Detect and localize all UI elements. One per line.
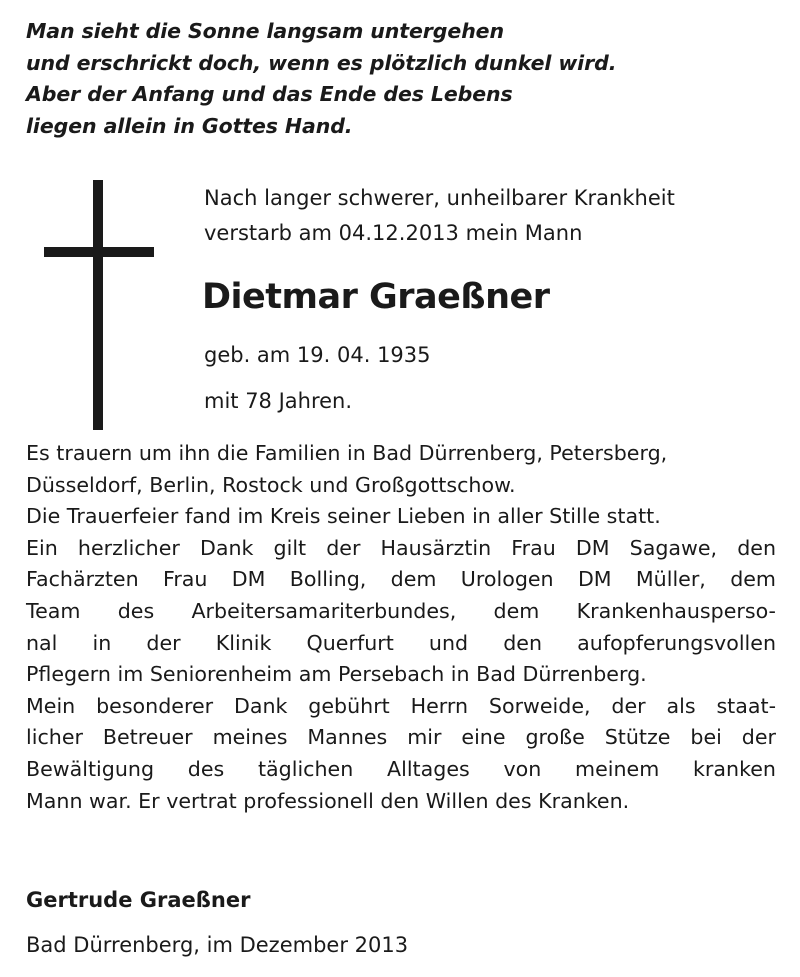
message-line: Es trauern um ihn die Familien in Bad Dürrenberg, Petersberg,: [26, 441, 668, 465]
deceased-name: Dietmar Graeßner: [202, 277, 550, 317]
cross-horizontal-bar: [44, 247, 154, 257]
motto-line: Man sieht die Sonne langsam untergehen: [26, 19, 504, 43]
message-line: Mein besonderer Dank gebührt Herrn Sorweide, der als staat-: [26, 693, 776, 718]
place-and-date: Bad Dürrenberg, im Dezember 2013: [26, 933, 409, 957]
message-line: Bewältigung des täglichen Alltages von meinem kranken: [26, 756, 776, 781]
message-line: Fachärzten Frau DM Bolling, dem Urologen DM Müller, dem: [26, 567, 776, 592]
message-line: Team des Arbeitersamariterbundes, dem Krankenhausperso-: [26, 598, 776, 623]
signatory-name: Gertrude Graeßner: [26, 888, 251, 912]
announcement-line: verstarb am 04.12.2013 mein Mann: [204, 221, 583, 245]
message-line: Düsseldorf, Berlin, Rostock und Großgottschow.: [26, 472, 516, 497]
announcement-line: Nach langer schwerer, unheilbarer Krankheit: [204, 186, 675, 210]
message-line: nal in der Klinik Querfurt und den aufopferungsvollen: [26, 630, 776, 655]
message-line: Pflegern im Seniorenheim am Persebach in Bad Dürrenberg.: [26, 662, 647, 687]
cross-vertical-bar: [93, 180, 103, 430]
motto-line: und erschrickt doch, wenn es plötzlich dunkel wird.: [26, 50, 617, 75]
message-line: licher Betreuer meines Mannes mir eine große Stütze bei der: [26, 725, 776, 750]
cross-icon: [44, 180, 154, 430]
birth-date: geb. am 19. 04. 1935: [204, 343, 431, 367]
mourning-message: [26, 438, 776, 817]
message-line: Mann war. Er vertrat professionell den Willen des Kranken.: [26, 788, 630, 813]
message-line: Ein herzlicher Dank gilt der Hausärztin Frau DM Sagawe, den: [26, 535, 776, 560]
motto-verse: [26, 16, 786, 142]
message-line: Die Trauerfeier fand im Kreis seiner Lieben in aller Stille statt.: [26, 504, 661, 529]
death-announcement: [204, 181, 784, 251]
motto-line: liegen allein in Gottes Hand.: [26, 113, 353, 138]
age-at-death: mit 78 Jahren.: [204, 389, 353, 413]
motto-line: Aber der Anfang und das Ende des Lebens: [26, 82, 513, 106]
